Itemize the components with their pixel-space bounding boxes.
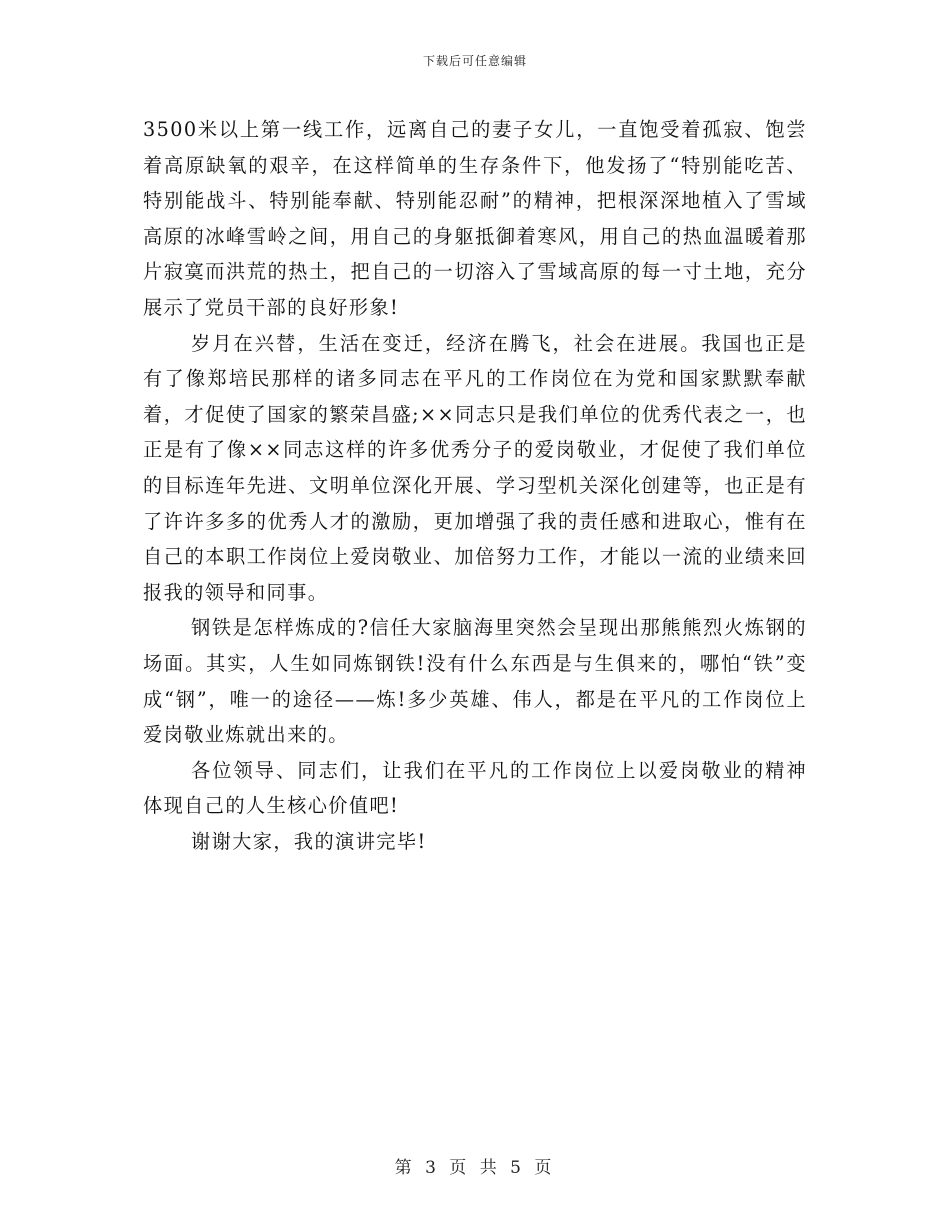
paragraph-3: 钢铁是怎样炼成的?信任大家脑海里突然会呈现出那熊熊烈火炼钢的场面。其实，人生如同炼钢铁!没有什么东西是与生俱来的，哪怕“铁”变成“钢”，唯一的途径——炼!多少英雄、伟人，都是在平凡的工作岗位上爱岗敬业炼就出来的。 [143,616,807,747]
document-body [143,112,807,859]
page-number: 第 3 页 共 5 页 [394,1158,556,1178]
page-header: 下载后可任意编辑 [422,54,527,68]
paragraph-1: 3500米以上第一线工作，远离自己的妻子女儿，一直饱受着孤寂、饱尝着高原缺氧的艰辛，在这样简单的生存条件下，他发扬了“特别能吃苦、特别能战斗、特别能奉献、特别能忍耐”的精神，把根深深地植入了雪域高原的冰峰雪岭之间，用自己的身躯抵御着寒风，用自己的热血温暖着那片寂寞而洪荒的热土，把自己的一切溶入了雪域高原的每一寸土地，充分展示了党员干部的良好形象! [143,118,807,319]
paragraph-2: 岁月在兴替，生活在变迁，经济在腾飞，社会在进展。我国也正是有了像郑培民那样的诸多同志在平凡的工作岗位在为党和国家默默奉献着，才促使了国家的繁荣昌盛;××同志只是我们单位的优秀代表之一，也正是有了像××同志这样的许多优秀分子的爱岗敬业，才促使了我们单位的目标连年先进、文明单位深化开展、学习型机关深化创建等，也正是有了许许多多的优秀人才的激励，更加增强了我的责任感和进取心，惟有在自己的本职工作岗位上爱岗敬业、加倍努力工作，才能以一流的业绩来回报我的领导和同事。 [143,331,807,604]
paragraph-5: 谢谢大家，我的演讲完毕! [191,829,427,853]
paragraph-4: 各位领导、同志们，让我们在平凡的工作岗位上以爱岗敬业的精神体现自己的人生核心价值吧! [143,758,807,818]
